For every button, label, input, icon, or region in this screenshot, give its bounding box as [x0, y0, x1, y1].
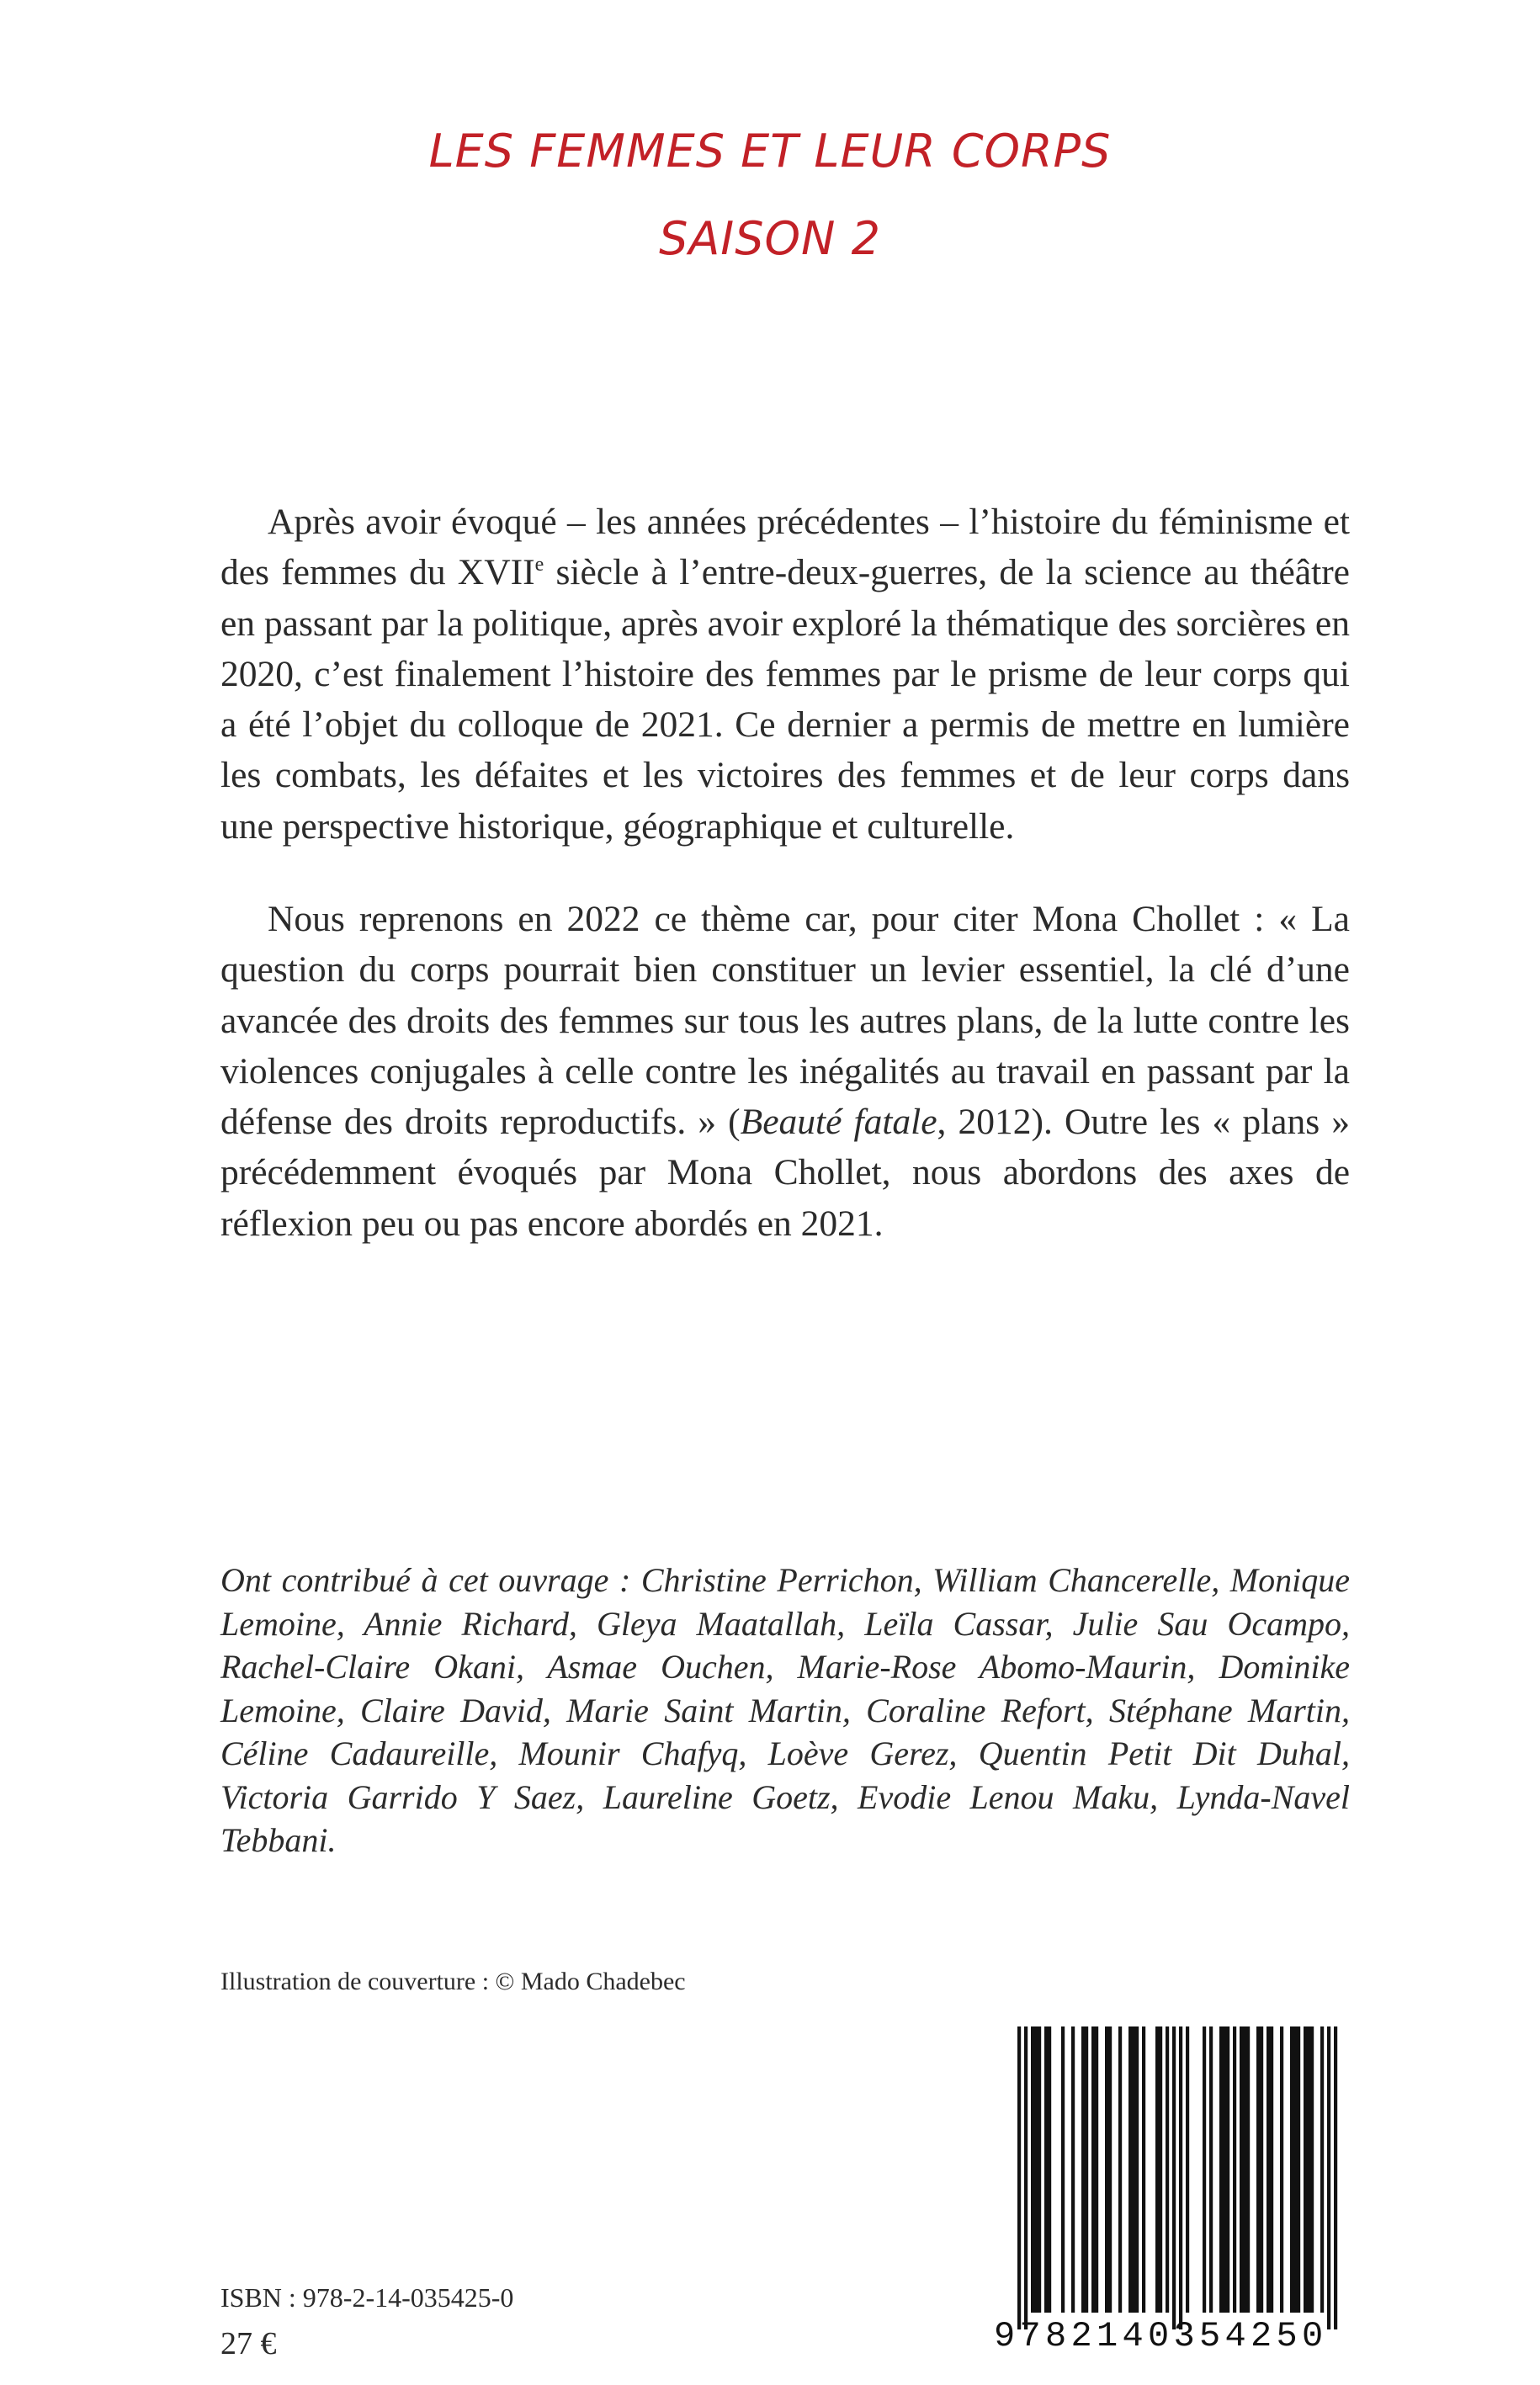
barcode-bar	[1166, 2026, 1169, 2313]
barcode-bar	[1304, 2026, 1307, 2313]
barcode-bar	[1132, 2026, 1135, 2313]
barcode-bar	[1310, 2026, 1314, 2313]
barcode-bar	[1017, 2026, 1021, 2329]
barcode-bar	[1243, 2026, 1246, 2313]
barcode-bar	[1128, 2026, 1132, 2313]
barcode-bar	[1233, 2026, 1236, 2313]
barcode-bar	[1061, 2026, 1065, 2313]
barcode-bar	[1044, 2026, 1048, 2313]
barcode-bar	[1290, 2026, 1293, 2313]
barcode-bar	[1203, 2026, 1206, 2313]
barcode-bar	[1223, 2026, 1226, 2313]
barcode-bar	[1081, 2026, 1085, 2313]
summary-paragraph-1	[220, 497, 1350, 852]
contributors-list: Ont contribué à cet ouvrage : Christine Perrichon, William Chancerelle, Monique Lemoine, Annie Richard, Gleya Maatallah, Leïla Cassar, Julie Sau Ocampo, Rachel-Claire Okani, Asmae Ouchen, Marie-Rose Abomo-Maurin, Dominike Lemoine, Claire David, Marie Saint Martin, Coraline Refort, Stéphane Martin, Céline Cadaureille, Mounir Chafyq, Loève Gerez, Quentin Petit Dit Duhal, Victoria Garrido Y Saez, Laureline Goetz, Evodie Lenou Maku, Lynda-Navel Tebbani.	[220, 1561, 1350, 1859]
barcode-bar	[1327, 2026, 1330, 2329]
book-subtitle: SAISON 2	[659, 212, 881, 265]
barcode-bar	[1159, 2026, 1162, 2313]
cover-illustration-credit: Illustration de couverture : © Mado Chadebec	[220, 1968, 686, 1995]
book-title: LES FEMMES ET LEUR CORPS	[428, 125, 1112, 178]
summary-text: Après avoir évoqué – les années précédentes – l’histoire du féminisme et des femmes du XVII	[220, 502, 1350, 593]
barcode-bar	[1155, 2026, 1159, 2313]
barcode-bar	[1034, 2026, 1038, 2313]
barcode-bar	[1108, 2026, 1112, 2313]
barcode-bar	[1105, 2026, 1108, 2313]
barcode-bar	[1085, 2026, 1088, 2313]
barcode-bar	[1186, 2026, 1189, 2313]
barcode-bar	[1219, 2026, 1223, 2313]
barcode-bar	[1260, 2026, 1263, 2313]
barcode-bar	[1280, 2026, 1283, 2313]
barcode-bar	[1334, 2026, 1337, 2329]
barcode-bar	[1091, 2026, 1095, 2313]
barcode-bar	[1246, 2026, 1250, 2313]
barcode-bar	[1297, 2026, 1300, 2313]
barcode-bar	[1307, 2026, 1310, 2313]
barcode-bar	[1118, 2026, 1122, 2313]
book-reference: Beauté fatale	[740, 1102, 937, 1143]
barcode-bar	[1071, 2026, 1075, 2313]
barcode-bar	[1135, 2026, 1139, 2313]
barcode-bar	[1226, 2026, 1229, 2313]
barcode-bar	[1267, 2026, 1270, 2313]
isbn-number: ISBN : 978-2-14-035425-0	[220, 2282, 514, 2313]
barcode-bar	[1031, 2026, 1034, 2313]
barcode-bar	[1038, 2026, 1041, 2313]
summary-text: , 2012). Outre les « plans » précédemment évoqués par Mona Chollet, nous abordons des axes de réflexion peu ou pas encore abordés en 2021.	[220, 1102, 1350, 1244]
barcode-bar	[1048, 2026, 1051, 2313]
century-superscript: e	[534, 554, 544, 576]
barcode-bar	[1172, 2026, 1176, 2329]
barcode-bar	[1240, 2026, 1243, 2313]
summary-paragraph-2	[220, 894, 1350, 1249]
barcode-bar	[1209, 2026, 1213, 2313]
barcode-bar	[1179, 2026, 1182, 2329]
barcode-bar	[1142, 2026, 1145, 2313]
price: 27 €	[220, 2326, 277, 2361]
barcode-bar	[1270, 2026, 1273, 2313]
barcode-bar	[1320, 2026, 1324, 2313]
barcode-bar	[1293, 2026, 1297, 2313]
barcode-bar	[1024, 2026, 1028, 2329]
barcode-digits: 9782140354250	[994, 2316, 1328, 2356]
barcode-bar	[1095, 2026, 1098, 2313]
summary-text: siècle à l’entre-deux-guerres, de la science au théâtre en passant par la politique, après avoir exploré la thématique des sorcières en 2020, c’est finalement l’histoire des femmes par le prisme de leur corps qui a été l’objet du colloque de 2021. Ce dernier a permis de mettre en lumière les combats, les défaites et les victoires des femmes et de leur corps dans une perspective historique, géographique et culturelle.	[220, 552, 1350, 847]
summary-text: Nous reprenons en 2022 ce thème car, pour citer Mona Chollet : « La question du corps pourrait bien constituer un levier essentiel, la clé d’une avancée des droits des femmes sur tous les autres plans, de la lutte contre les violences conjugales à celle contre les inégalités au travail en passant par la défense des droits reproductifs. » (	[220, 899, 1350, 1143]
barcode-bar	[1256, 2026, 1260, 2313]
